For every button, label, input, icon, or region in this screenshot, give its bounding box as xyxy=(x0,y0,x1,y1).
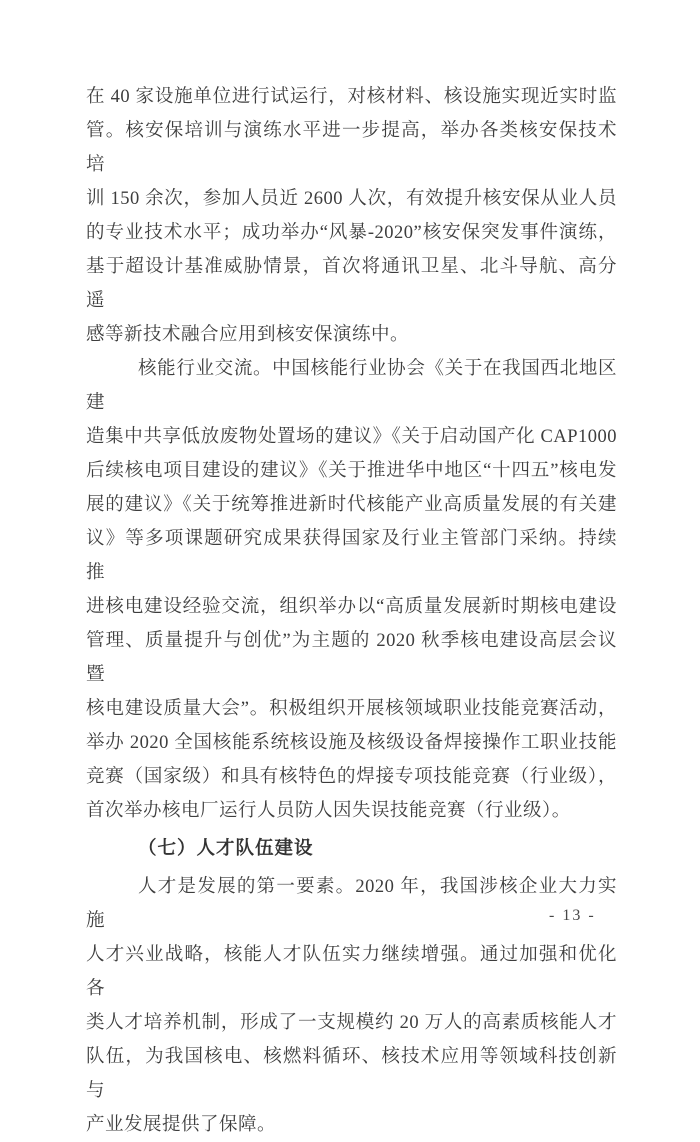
text-line: 类人才培养机制，形成了一支规模约 20 万人的高素质核能人才 xyxy=(86,1013,617,1033)
page-body-text xyxy=(86,80,617,1142)
text-line: 产业发展提供了保障。 xyxy=(86,1115,277,1135)
text-line: 竞赛（国家级）和具有核特色的焊接专项技能竞赛（行业级）， xyxy=(86,767,617,787)
text-line: 首次举办核电厂运行人员防人因失误技能竞赛（行业级）。 xyxy=(86,801,571,821)
text-line: 展的建议》《关于统筹推进新时代核能产业高质量发展的有关建 xyxy=(86,495,617,515)
text-line: 的专业技术水平；成功举办“风暴-2020”核安保突发事件演练， xyxy=(86,223,617,243)
text-line: 训 150 余次，参加人员近 2600 人次，有效提升核安保从业人员 xyxy=(86,189,617,209)
text-line: 队伍，为我国核电、核燃料循环、核技术应用等领域科技创新与 xyxy=(86,1047,617,1101)
text-line: 管理、质量提升与创优”为主题的 2020 秋季核电建设高层会议暨 xyxy=(86,631,617,685)
section-heading: （七）人才队伍建设 xyxy=(138,839,314,859)
text-line: 人才是发展的第一要素。2020 年，我国涉核企业大力实施 xyxy=(86,877,617,931)
text-line: 基于超设计基准威胁情景，首次将通讯卫星、北斗导航、高分遥 xyxy=(86,257,617,311)
text-line: 后续核电项目建设的建议》《关于推进华中地区“十四五”核电发 xyxy=(86,461,617,481)
text-line: 举办 2020 全国核能系统核设施及核级设备焊接操作工职业技能 xyxy=(86,733,617,753)
text-line: 管。核安保培训与演练水平进一步提高，举办各类核安保技术培 xyxy=(86,121,617,175)
text-line: 造集中共享低放废物处置场的建议》《关于启动国产化 CAP1000 xyxy=(86,427,617,447)
text-line: 进核电建设经验交流，组织举办以“高质量发展新时期核电建设 xyxy=(86,597,617,617)
text-line: 核电建设质量大会”。积极组织开展核领域职业技能竞赛活动， xyxy=(86,699,617,719)
text-line: 核能行业交流。中国核能行业协会《关于在我国西北地区建 xyxy=(86,359,617,413)
text-line: 议》等多项课题研究成果获得国家及行业主管部门采纳。持续推 xyxy=(86,529,617,583)
text-line: 在 40 家设施单位进行试运行，对核材料、核设施实现近实时监 xyxy=(86,87,617,107)
page-number: - 13 - xyxy=(549,907,596,924)
text-line: 感等新技术融合应用到核安保演练中。 xyxy=(86,325,410,345)
text-line: 人才兴业战略，核能人才队伍实力继续增强。通过加强和优化各 xyxy=(86,945,617,999)
